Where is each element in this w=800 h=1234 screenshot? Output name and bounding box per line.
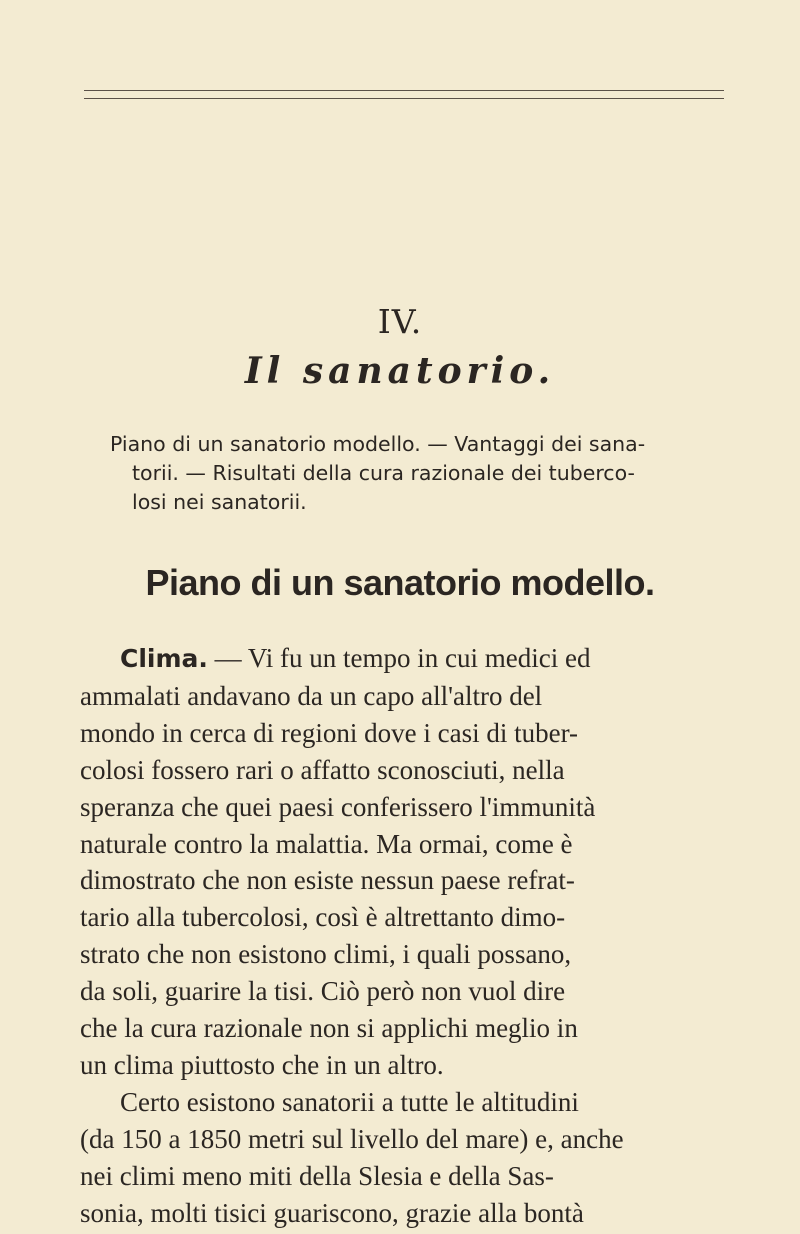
summary-line: losi nei sanatorii.	[132, 490, 307, 514]
header-rule-bottom	[84, 98, 724, 99]
summary-line: Piano di un sanatorio modello. — Vantaggi dei sana-	[110, 432, 646, 456]
text-line: un clima piuttosto che in un altro.	[80, 1049, 444, 1080]
text-line: dimostrato che non esiste nessun paese refrat-	[80, 865, 575, 896]
body-text	[80, 640, 720, 1232]
text-line: speranza che quei paesi conferissero l'immunità	[80, 791, 596, 822]
text-line: strato che non esistono climi, i quali possano,	[80, 939, 572, 970]
run-in-heading: Clima.	[120, 644, 208, 673]
chapter-title: Il sanatorio.	[244, 350, 556, 392]
text-line: naturale contro la malattia. Ma ormai, come è	[80, 828, 573, 859]
text-line: da soli, guarire la tisi. Ciò però non vuol dire	[80, 976, 566, 1007]
text-fragment: — Vi fu un tempo in cui medici ed	[207, 643, 591, 673]
text-line: sonia, molti tisici guariscono, grazie alla bontà	[80, 1197, 584, 1228]
text-line: Certo esistono sanatorii a tutte le altitudini	[120, 1086, 579, 1117]
section-heading: Piano di un sanatorio modello.	[145, 562, 655, 603]
summary-line: torii. — Risultati della cura razionale dei tuberco-	[132, 461, 635, 485]
text-line: nei climi meno miti della Slesia e della Sas-	[80, 1160, 554, 1191]
chapter-summary	[110, 430, 710, 517]
chapter-number: IV.	[377, 302, 423, 341]
text-line: mondo in cerca di regioni dove i casi di tuber-	[80, 717, 579, 748]
text-line: tario alla tubercolosi, così è altrettanto dimo-	[80, 902, 566, 933]
text-line: ammalati andavano da un capo all'altro del	[80, 680, 543, 711]
text-line: che la cura razionale non si applichi meglio in	[80, 1013, 578, 1044]
text-line	[80, 640, 720, 678]
header-rule-top	[84, 90, 724, 91]
text-line: (da 150 a 1850 metri sul livello del mare) e, anche	[80, 1123, 624, 1154]
text-line: colosi fossero rari o affatto sconosciuti, nella	[80, 754, 565, 785]
